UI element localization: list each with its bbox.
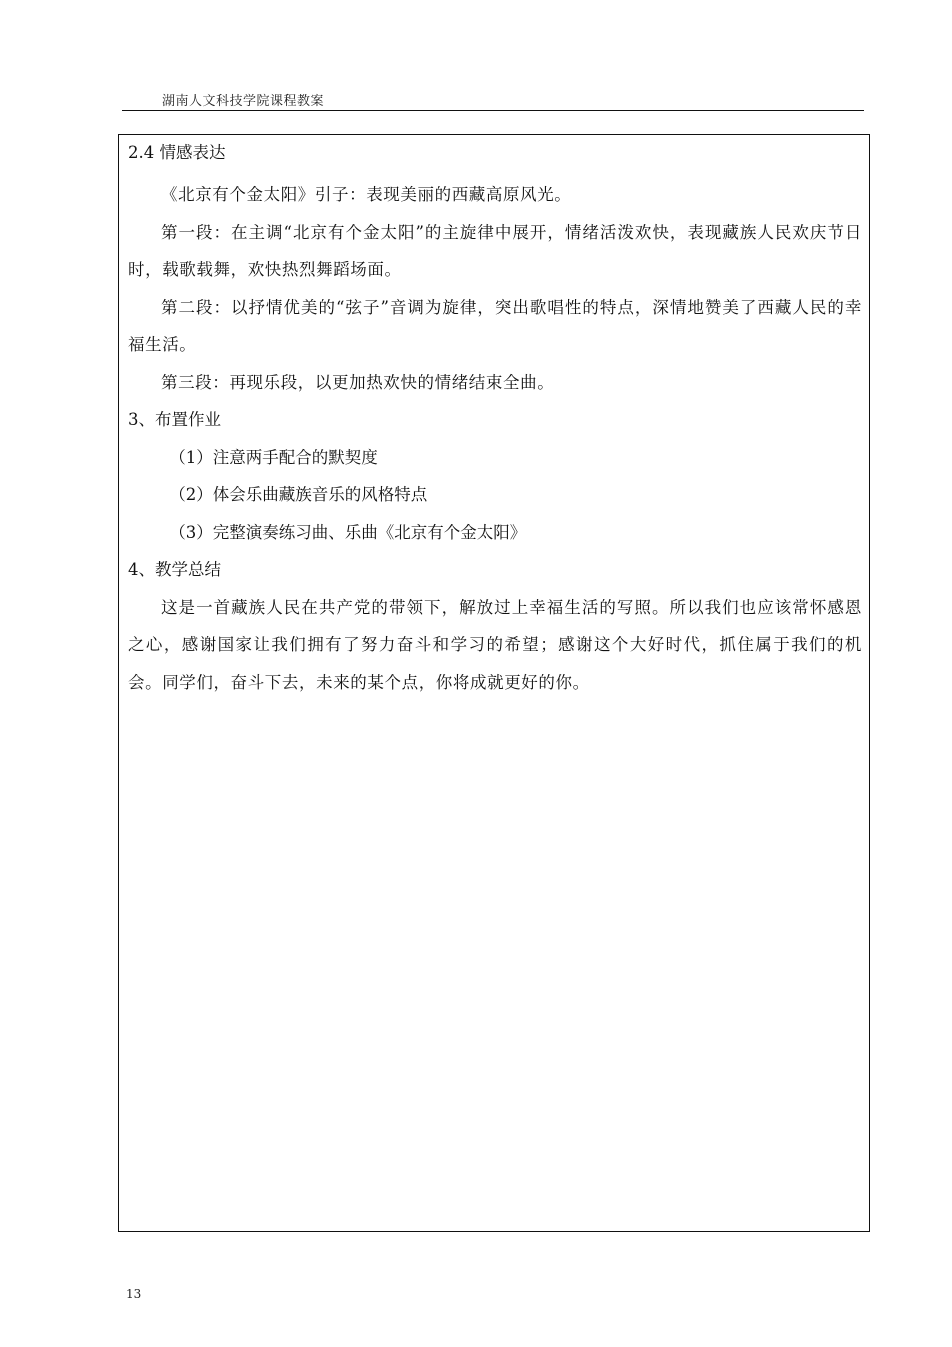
part-three-paragraph: 第三段：再现乐段，以更加热欢快的情绪结束全曲。 xyxy=(161,372,555,392)
section-2-4-heading: 2.4 情感表达 xyxy=(128,143,226,162)
homework-item: （1）注意两手配合的默契度 xyxy=(169,447,378,467)
intro-paragraph: 《北京有个金太阳》引子：表现美丽的西藏高原风光。 xyxy=(161,185,572,204)
part-one-paragraph: 第一段：在主调“北京有个金太阳”的主旋律中展开，情绪活泼欢快，表现藏族人民欢庆节日时，载歌载舞，欢快热烈舞蹈场面。 xyxy=(128,222,862,279)
section-3-heading: 3、布置作业 xyxy=(128,410,221,429)
section-4-heading: 4、教学总结 xyxy=(128,560,221,579)
document-header-title: 湖南人文科技学院课程教案 xyxy=(162,94,325,109)
page-number: 13 xyxy=(126,1287,142,1301)
homework-item: （3）完整演奏练习曲、乐曲《北京有个金太阳》 xyxy=(169,522,527,542)
lesson-content xyxy=(128,140,862,701)
lesson-content-box xyxy=(118,134,870,1232)
header-divider xyxy=(122,110,864,111)
summary-paragraph: 这是一首藏族人民在共产党的带领下，解放过上幸福生活的写照。所以我们也应该常怀感恩之心，感谢国家让我们拥有了努力奋斗和学习的希望；感谢这个大好时代，抓住属于我们的机会。同学们，奋斗下去，未来的某个点，你将成就更好的你。 xyxy=(128,597,862,692)
homework-item: （2）体会乐曲藏族音乐的风格特点 xyxy=(169,485,428,504)
part-two-paragraph: 第二段：以抒情优美的“弦子”音调为旋律，突出歌唱性的特点，深情地赞美了西藏人民的幸福生活。 xyxy=(128,297,862,354)
